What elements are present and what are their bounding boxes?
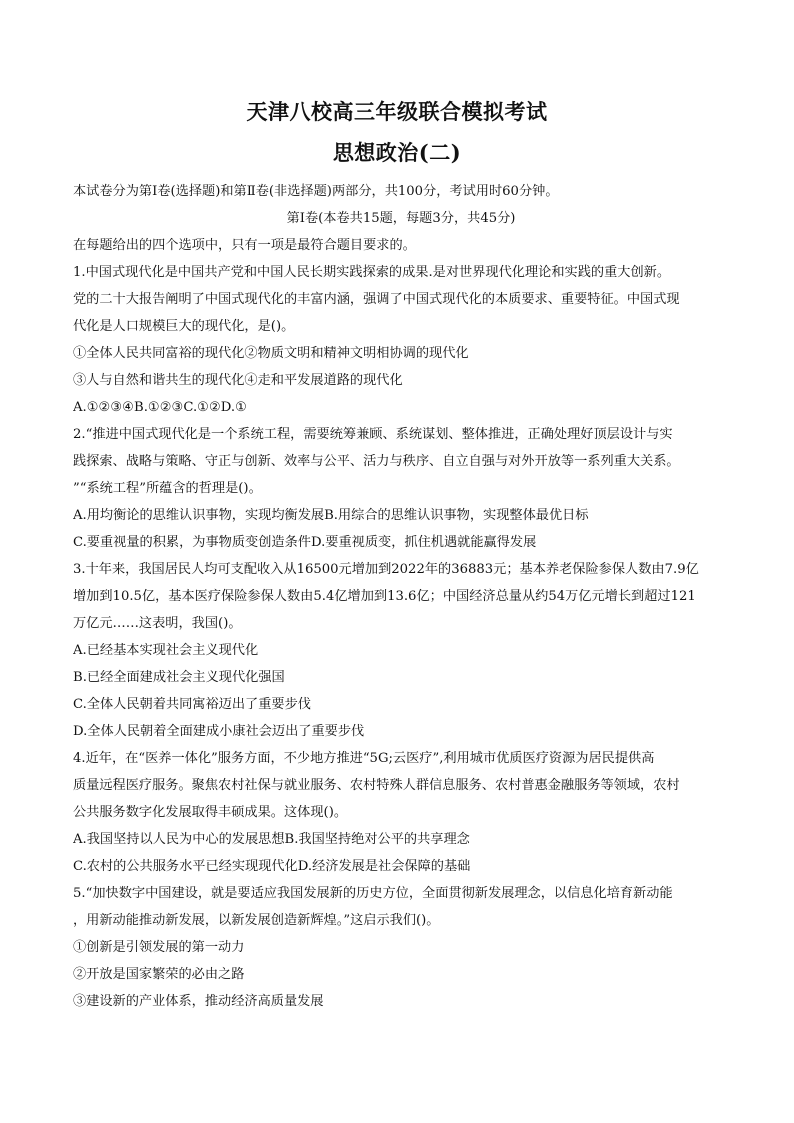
section-heading: 第I卷(本卷共15题，每题3分，共45分) (286, 211, 516, 226)
question-1-stem: 党的二十大报告阐明了中国式现代化的丰富内涵，强调了中国式现代化的本质要求、重要特征。中国式现 (73, 292, 680, 307)
question-5-statement: ②开放是国家繁荣的必由之路 (73, 967, 245, 982)
question-2-stem: 践探索、战略与策略、守正与创新、效率与公平、活力与秩序、自立自强与对外开放等一系列重大关系。 (73, 454, 680, 469)
question-3-option-d: D.全体人民朝着全面建成小康社会迈出了重要步伐 (73, 724, 365, 739)
question-1-statements: ③人与自然和谐共生的现代化④走和平发展道路的现代化 (73, 373, 403, 388)
question-3-stem: 万亿元……这表明，我国()。 (73, 616, 242, 631)
question-2-options: C.要重视量的积累，为事物质变创造条件D.要重视质变，抓住机遇就能赢得发展 (73, 535, 537, 550)
question-4-stem: 4.近年，在“医养一体化”服务方面，不少地方推进“5G;云医疗”,利用城市优质医疗资源为居民提供高 (73, 751, 655, 766)
question-5-statement: ①创新是引领发展的第一动力 (73, 940, 245, 955)
question-3-option-b: B.已经全面建成社会主义现代化强国 (73, 670, 285, 685)
question-1-stem: 1.中国式现代化是中国共产党和中国人民长期实践探索的成果.是对世界现代化理论和实践的重大创新。 (73, 265, 671, 280)
question-3-option-c: C.全体人民朝着共同寓裕迈出了重要步伐 (73, 697, 311, 712)
question-5-statement: ③建设新的产业体系，推动经济高质量发展 (73, 994, 324, 1009)
question-1-stem: 代化是人口规模巨大的现代化，是()。 (73, 319, 295, 334)
question-3-option-a: A.已经基本实现社会主义现代化 (73, 643, 259, 658)
question-1-statements: ①全体人民共同富裕的现代化②物质文明和精神文明相协调的现代化 (73, 346, 469, 361)
question-3-stem: 增加到10.5亿，基本医疗保险参保人数由5.4亿增加到13.6亿；中国经济总量从约54万亿元增长到超过121 (73, 589, 696, 604)
question-2-options: A.用均衡论的思维认识事物，实现均衡发展B.用综合的思维认识事物，实现整体最优日标 (73, 508, 589, 523)
question-2-stem: ”“系统工程”所蕴含的哲理是()。 (73, 481, 262, 496)
question-5-stem: ，用新动能推动新发展，以新发展创造新辉煌。”这启示我们()。 (73, 913, 440, 928)
exam-title: 天津八校高三年级联合模拟考试 (246, 99, 548, 124)
section-instructions: 在每题给出的四个选项中，只有一项是最符合题目要求的。 (73, 238, 416, 253)
exam-body (73, 178, 729, 1015)
exam-subtitle: 思想政治(二) (332, 140, 462, 165)
question-5-stem: 5.“加快数字中国建设，就是要适应我国发展新的历史方位，全面贯彻新发展理念，以信息化培育新动能 (73, 886, 673, 901)
question-4-options: C.农村的公共服务水平已经实现现代化D.经济发展是社会保障的基础 (73, 859, 471, 874)
question-2-stem: 2.“推进中国式现代化是一个系统工程，需要统筹兼顾、系统谋划、整体推进，正确处理好顶层设计与实 (73, 427, 673, 442)
exam-instructions: 本试卷分为第I卷(选择题)和第Ⅱ卷(非选择题)两部分，共100分，考试用时60分钟。 (73, 184, 559, 199)
question-4-options: A.我国坚持以人民为中心的发展思想B.我国坚持绝对公平的共享理念 (73, 832, 470, 847)
question-3-stem: 3.十年来，我国居民人均可支配收入从16500元增加到2022年的36883元；基本养老保险参保人数由7.9亿 (73, 562, 699, 577)
question-1-options: A.①②③④B.①②③C.①②D.① (73, 400, 247, 415)
question-4-stem: 质量远程医疗服务。聚焦农村社保与就业服务、农村特殊人群信息服务、农村普惠金融服务等领域，农村 (73, 778, 680, 793)
question-4-stem: 公共服务数字化发展取得丰硕成果。这体现()。 (73, 805, 348, 820)
